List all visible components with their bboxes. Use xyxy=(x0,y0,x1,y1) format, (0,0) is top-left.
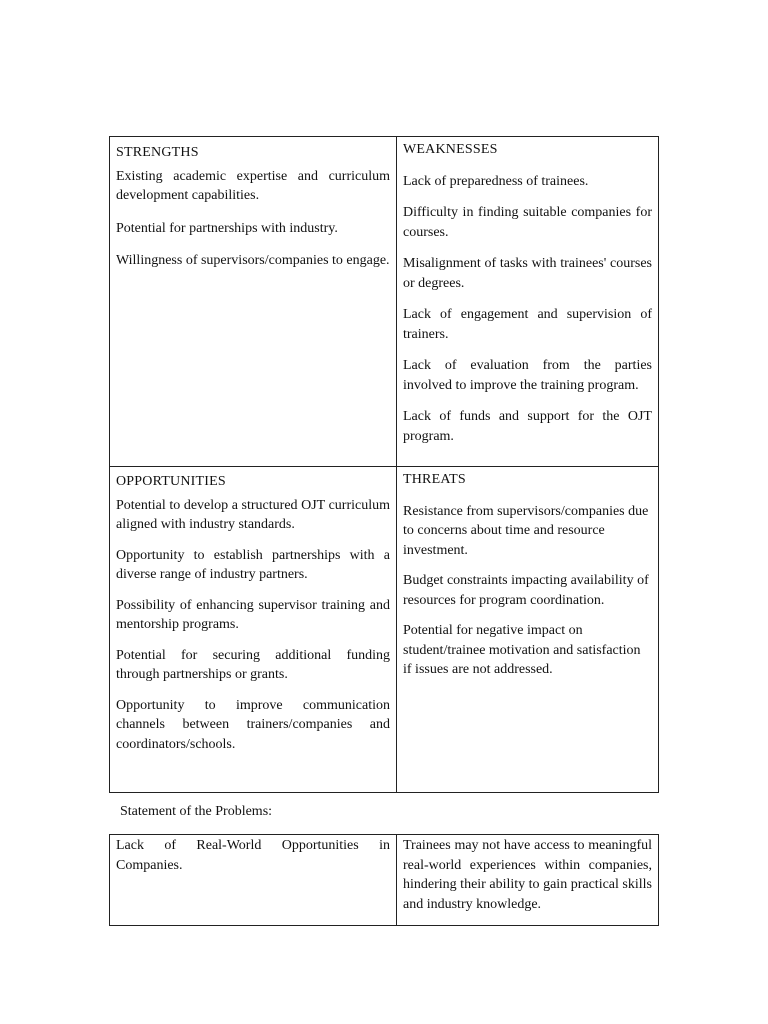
threats-item: Resistance from supervisors/companies due to concerns about time and resource investment. xyxy=(403,503,649,558)
problems-table xyxy=(109,834,659,926)
statement-of-problems-label: Statement of the Problems: xyxy=(120,804,273,819)
opportunities-item: Possibility of enhancing supervisor training and mentorship programs. xyxy=(116,597,390,632)
weaknesses-item: Difficulty in finding suitable companies for courses. xyxy=(403,205,652,240)
swot-row-top xyxy=(110,137,659,467)
problem-cell xyxy=(110,835,397,926)
table-row xyxy=(110,835,659,926)
opportunities-item: Potential to develop a structured OJT curriculum aligned with industry standards. xyxy=(116,497,390,532)
threats-item: Potential for negative impact on student/trainee motivation and satisfaction if issues are not addressed. xyxy=(403,623,641,677)
strengths-item: Potential for partnerships with industry. xyxy=(116,220,338,236)
threats-heading: THREATS xyxy=(403,472,466,487)
weaknesses-item: Lack of engagement and supervision of trainers. xyxy=(403,307,652,342)
problem-description-text: Trainees may not have access to meaningful real-world experiences within companies, hindering their ability to gain practical skills and industry knowledge. xyxy=(403,838,652,912)
weaknesses-item: Misalignment of tasks with trainees' courses or degrees. xyxy=(403,256,652,291)
strengths-item: Willingness of supervisors/companies to engage. xyxy=(116,253,390,268)
swot-table xyxy=(109,136,659,793)
weaknesses-item: Lack of funds and support for the OJT program. xyxy=(403,409,652,444)
weaknesses-item: Lack of preparedness of trainees. xyxy=(403,173,589,189)
threats-item: Budget constraints impacting availability of resources for program coordination. xyxy=(403,573,649,608)
weaknesses-item: Lack of evaluation from the parties involved to improve the training program. xyxy=(403,358,652,393)
weaknesses-cell xyxy=(397,137,659,467)
strengths-heading: STRENGTHS xyxy=(116,145,199,160)
problem-description-cell xyxy=(397,835,659,926)
threats-cell xyxy=(397,467,659,793)
strengths-cell xyxy=(110,137,397,467)
opportunities-item: Opportunity to improve communication channels between trainers/companies and coordinators/schools. xyxy=(116,697,390,752)
weaknesses-heading: WEAKNESSES xyxy=(403,142,498,157)
opportunities-cell xyxy=(110,467,397,793)
problem-text: Lack of Real-World Opportunities in Companies. xyxy=(116,838,390,873)
strengths-item: Existing academic expertise and curriculum development capabilities. xyxy=(116,168,390,203)
opportunities-item: Opportunity to establish partnerships with a diverse range of industry partners. xyxy=(116,547,390,582)
swot-row-bottom xyxy=(110,467,659,793)
opportunities-heading: OPPORTUNITIES xyxy=(116,474,226,489)
opportunities-item: Potential for securing additional funding through partnerships or grants. xyxy=(116,647,390,682)
